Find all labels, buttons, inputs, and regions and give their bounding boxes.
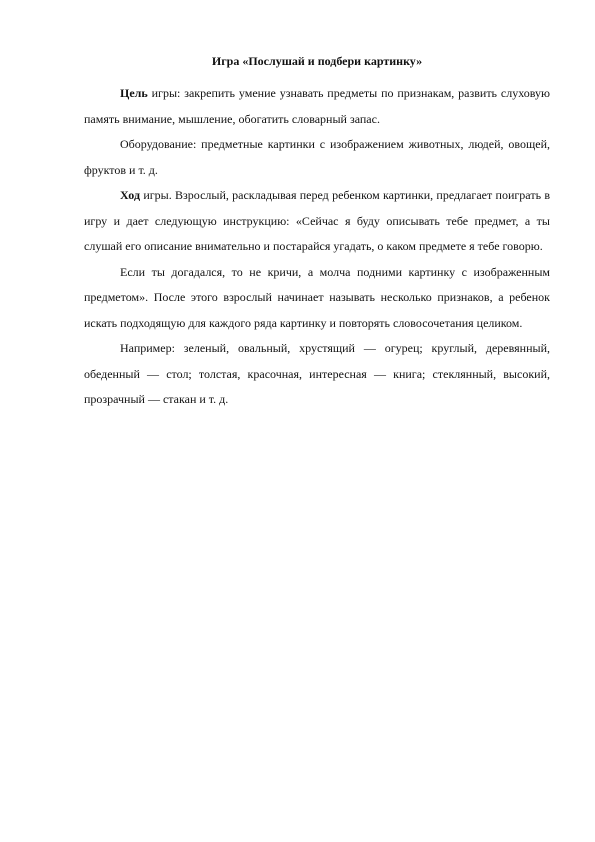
- paragraph-text: игры: закрепить умение узнавать предметы по признакам, развить слуховую память внимание, мышление, обогатить словарный запас.: [84, 86, 550, 126]
- paragraph-lead: Ход: [120, 188, 141, 202]
- paragraph-text: игры. Взрослый, раскладывая перед ребенком картинки, предлагает поиграть в игру и дает следующую инструкцию: «Сейчас я буду описывать тебе предмет, а ты слушай его описание внимательно и постарайся угадать, о каком предмете я тебе говорю.: [84, 188, 550, 253]
- paragraph-procedure: [84, 183, 550, 260]
- document-body: [84, 53, 550, 413]
- paragraph-goal: [84, 81, 550, 132]
- paragraph-text: Например: зеленый, овальный, хрустящий — огурец; круглый, деревянный, обеденный — стол; толстая, красочная, интересная — книга; стеклянный, высокий, прозрачный — стакан и т. д.: [84, 341, 550, 406]
- paragraph-example: [84, 336, 550, 413]
- paragraph-equipment: [84, 132, 550, 183]
- paragraph-text: Если ты догадался, то не кричи, а молча подними картинку с изображенным предметом». После этого взрослый начинает называть несколько признаков, а ребенок искать подходящую для каждого ряда картинку и повторять словосочетания целиком.: [84, 264, 550, 330]
- paragraph-text: Оборудование: предметные картинки с изображением животных, людей, овощей, фруктов и т. д.: [84, 137, 550, 177]
- document-title: Игра «Послушай и подбери картинку»: [211, 54, 423, 68]
- paragraph-lead: Цель: [120, 86, 148, 100]
- paragraph-instruction: [84, 260, 550, 337]
